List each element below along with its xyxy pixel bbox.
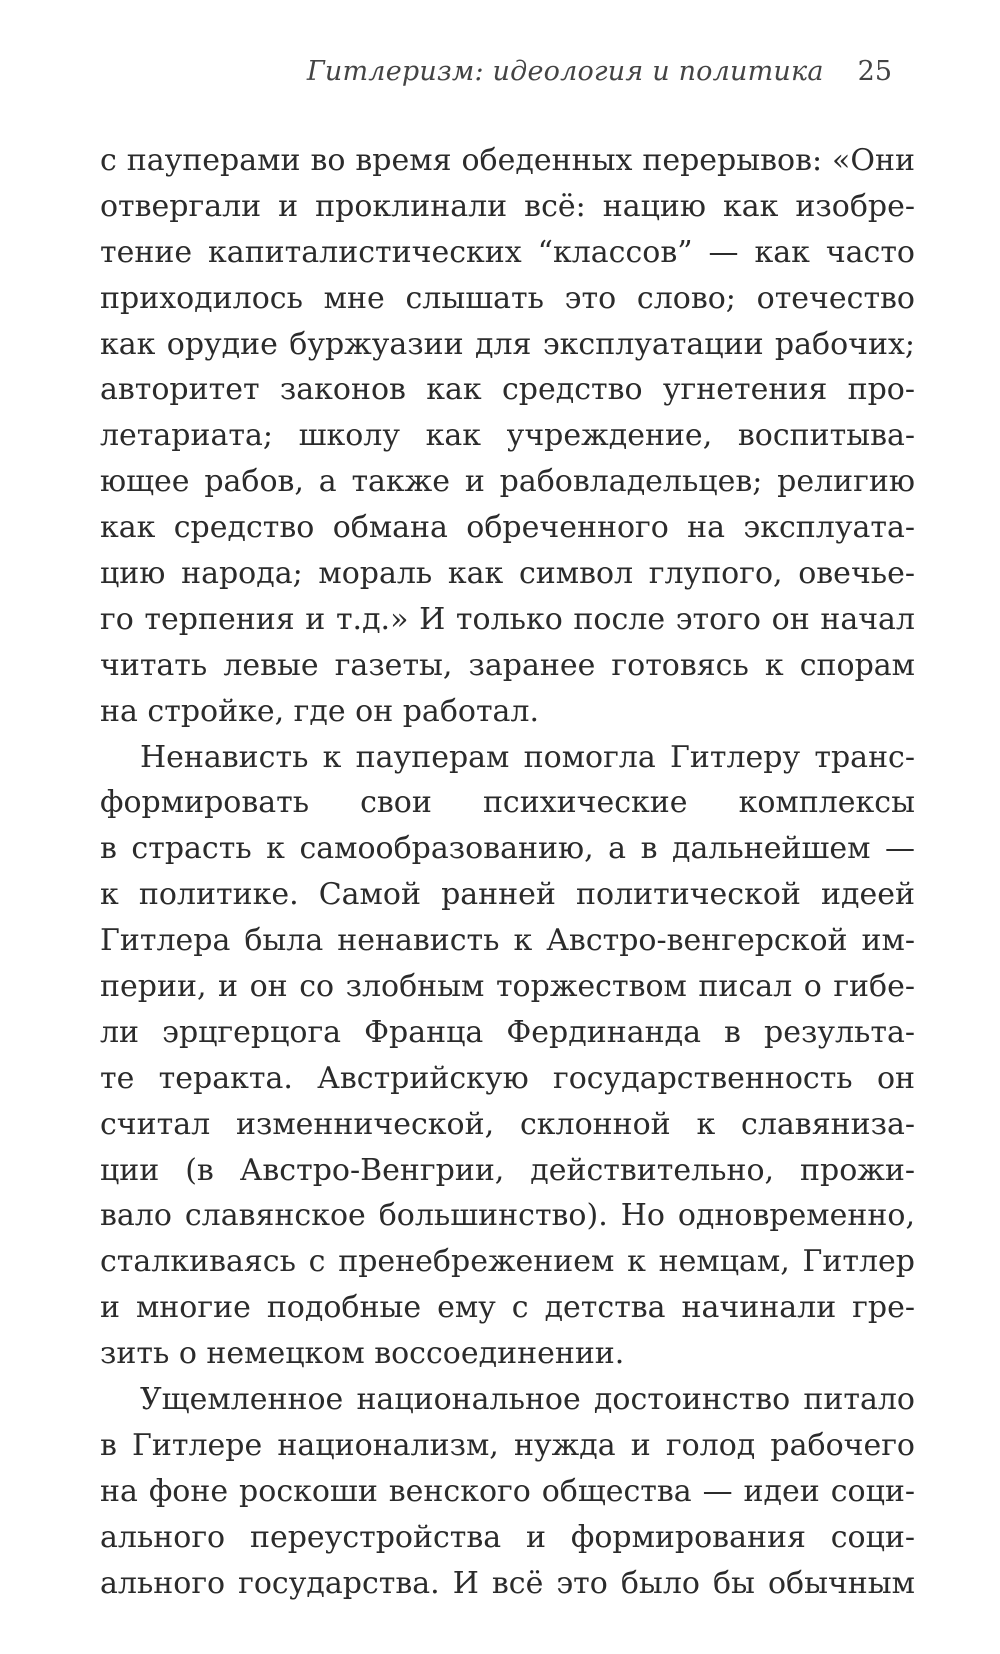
running-title: Гитлеризм: идеология и политика <box>306 56 824 87</box>
text-line: и многие подобные ему с детства начинали гре- <box>100 1290 915 1326</box>
text-line: в Гитлере национализм, нужда и голод рабочего <box>100 1427 915 1463</box>
text-line: Ненависть к пауперам помогла Гитлеру транс- <box>140 739 915 775</box>
text-line: ли эрцгерцога Франца Фердинанда в результа- <box>100 1014 915 1050</box>
text-line: го терпения и т.д.» И только после этого он начал <box>100 601 915 637</box>
text-line: с пауперами во время обеденных перерывов: «Они <box>100 143 915 178</box>
text-line: формировать свои психические комплексы <box>100 785 915 821</box>
text-line: приходилось мне слышать это слово; отечество <box>100 280 915 316</box>
text-line: отвергали и проклинали всё: нацию как изобре- <box>100 188 915 224</box>
text-line: летариата; школу как учреждение, воспитыва- <box>100 418 915 454</box>
text-line: цию народа; мораль как символ глупого, овечье- <box>100 556 915 592</box>
text-line: тение капиталистических “классов” — как часто <box>100 234 915 270</box>
paragraph-3 <box>100 1377 915 1606</box>
text-line: к политике. Самой ранней политической идеей <box>100 877 915 913</box>
text-line: как средство обмана обреченного на эксплуата- <box>100 510 915 546</box>
text-line: ющее рабов, а также и рабовладельцев; религию <box>100 464 915 500</box>
text-line: сталкиваясь с пренебрежением к немцам, Гитлер <box>100 1244 915 1280</box>
text-line: ального государства. И всё это было бы обычным <box>100 1565 915 1601</box>
text-line: на стройке, где он работал. <box>100 693 540 729</box>
paragraph-1 <box>100 138 915 735</box>
text-line: на фоне роскоши венского общества — идеи соци- <box>100 1473 915 1509</box>
text-line: авторитет законов как средство угнетения про- <box>100 372 915 408</box>
text-line: те теракта. Австрийскую государственность он <box>100 1060 915 1096</box>
text-line: вало славянское большинство). Но одновременно, <box>100 1198 915 1234</box>
text-line: как орудие буржуазии для эксплуатации рабочих; <box>100 326 915 362</box>
page-number: 25 <box>857 56 892 87</box>
text-line: в страсть к самообразованию, а в дальнейшем — <box>100 831 915 867</box>
text-line: ального переустройства и формирования соци- <box>100 1519 915 1555</box>
text-line: перии, и он со злобным торжеством писал о гибе- <box>100 969 915 1005</box>
running-header <box>96 56 892 96</box>
text-line: Ущемленное национальное достоинство питало <box>140 1382 915 1418</box>
body-text <box>100 138 915 1607</box>
text-line: Гитлера была ненависть к Австро-венгерской им- <box>100 923 915 959</box>
text-line: читать левые газеты, заранее готовясь к спорам <box>100 647 915 683</box>
paragraph-2 <box>100 735 915 1377</box>
text-line: считал изменнической, склонной к славяниза- <box>100 1106 915 1142</box>
text-line: ции (в Австро-Венгрии, действительно, прожи- <box>100 1152 915 1188</box>
text-line: зить о немецком воссоединении. <box>100 1336 625 1372</box>
